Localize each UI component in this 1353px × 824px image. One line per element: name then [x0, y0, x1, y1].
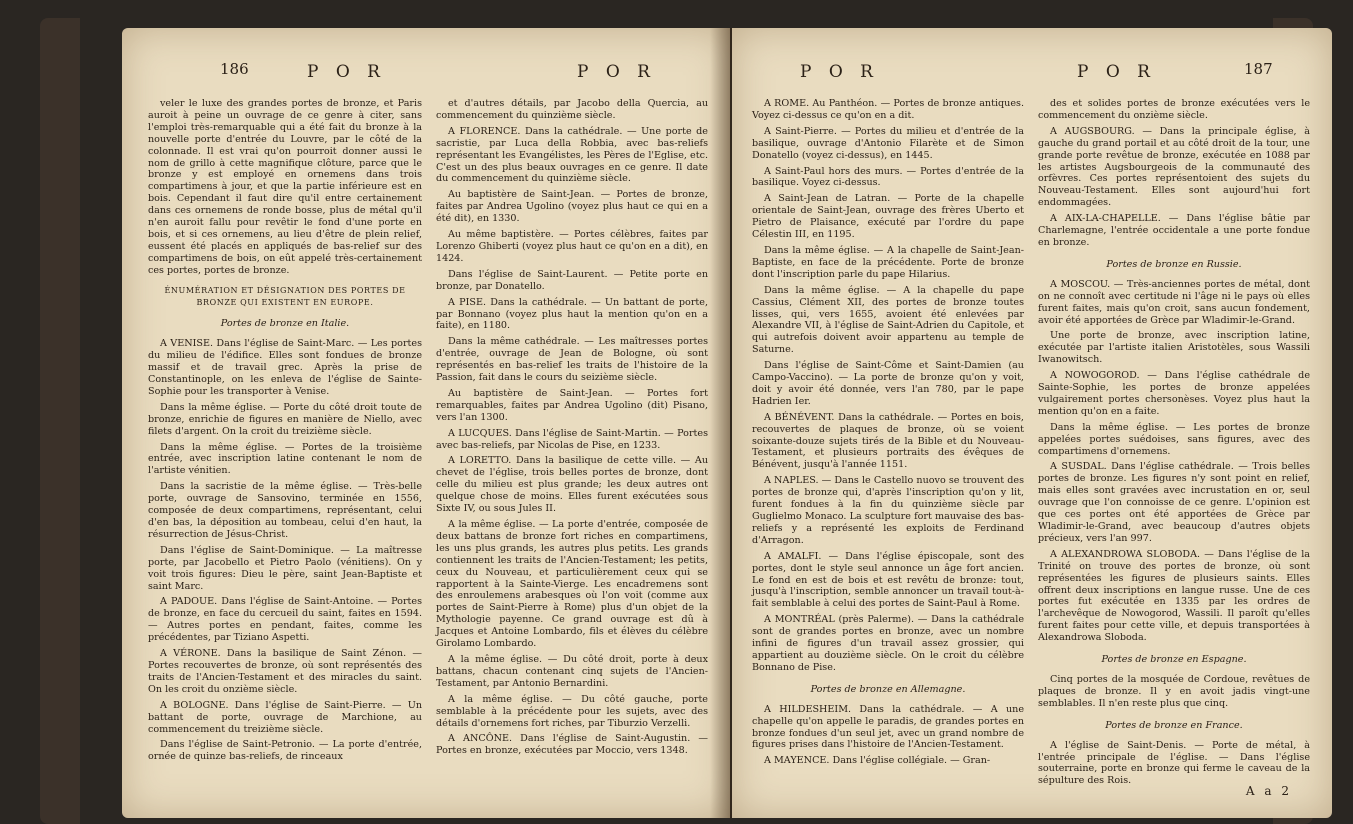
paragraph: A ROME. Au Panthéon. — Portes de bronze antiques. Voyez ci-dessus ce qu'on en a dit.: [752, 98, 1024, 121]
paragraph: A SUSDAL. Dans l'église cathédrale. — Trois belles portes de bronze. Les figures n'y sont point en relief, mais elles sont gravées avec incrustation en or, seul ouvrage que l'on connoisse de ce genre. L'opinion est que ces portes ont été apportées de Grèce par Wladimir-le-Grand, avec beaucoup d'autres objets précieux, vers l'an 997.: [1038, 461, 1310, 544]
paragraph: des et solides portes de bronze exécutées vers le commencement du onzième siècle.: [1038, 98, 1310, 121]
right-column-2: [1038, 98, 1310, 791]
running-head-left-2: P O R: [577, 62, 656, 82]
paragraph: Au même baptistère. — Portes célèbres, faites par Lorenzo Ghiberti (voyez plus haut ce qu'on en a dit), en 1424.: [436, 229, 708, 264]
paragraph: Dans l'église de Saint-Petronio. — La porte d'entrée, ornée de quinze bas-reliefs, de rinceaux: [148, 739, 422, 763]
paragraph: Dans l'église de Saint-Côme et Saint-Damien (au Campo-Vaccino). — La porte de bronze qu'on y voit, doit y avoir été donnée, vers l'an 780, par le pape Hadrien Ier.: [752, 360, 1024, 407]
paragraph: A NOWOGOROD. — Dans l'église cathédrale de Sainte-Sophie, les portes de bronze appelées vulgairement portes chersonèses. Voyez plus haut la mention qu'on en a faite.: [1038, 370, 1310, 417]
paragraph: Dans la même église. — Porte du côté droit toute de bronze, enrichie de figures en manière de Niello, avec filets d'argent. On la croit du treizième siècle.: [148, 401, 422, 437]
section-heading: ÉNUMÉRATION ET DÉSIGNATION DES PORTES DE BRONZE QUI EXISTENT EN EUROPE.: [164, 285, 406, 307]
running-head-right-1: P O R: [800, 62, 879, 82]
paragraph: Au baptistère de Saint-Jean. — Portes de bronze, faites par Andrea Ugolino (voyez plus haut ce qui en a été dit), en 1330.: [436, 189, 708, 225]
paragraph: A BÉNÉVENT. Dans la cathédrale. — Portes en bois, recouvertes de plaques de bronze, où se voient soixante-douze sujets tirés de la Bible et du Nouveau-Testament, et plusieurs portraits des évêques de Bénévent, jusqu'à l'année 1151.: [752, 411, 1024, 471]
section-heading: Portes de bronze en Allemagne.: [810, 683, 966, 695]
paragraph: A ANCÔNE. Dans l'église de Saint-Augustin. — Portes en bronze, exécutées par Moccio, vers 1348.: [436, 733, 708, 757]
left-column-1: [148, 98, 422, 767]
open-book: [60, 0, 1320, 824]
section-heading: Portes de bronze en France.: [1105, 719, 1243, 731]
paragraph: A PADOUE. Dans l'église de Saint-Antoine. — Portes de bronze, en face du cercueil du saint, faites en 1594. — Autres portes en pendant, faites, comme les précédentes, par Tiziano Aspetti.: [148, 596, 422, 644]
paragraph: A la même église. — La porte d'entrée, composée de deux battans de bronze fort riches en compartimens, les uns plus grands, les autres plus petits. Les grands contiennent les traits de l'Ancien-Testament; les petits, ceux du Nouveau, et particulièrement ceux qui se rapportent à la Sainte-Vierge. Les encadremens sont des enroulemens arabesques où l'on voit (comme aux portes de Saint-Pierre à Rome) plus d'un objet de la Mythologie payenne. Ce grand ouvrage est dû à Jacques et Antoine Lombardo, fils et élèves du célèbre Girolamo Lombardo.: [436, 519, 708, 650]
paragraph: A MAYENCE. Dans l'église collégiale. — Gran-: [764, 755, 991, 767]
paragraph: A la même église. — Du côté droit, porte à deux battans, chacun contenant cinq sujets de l'Ancien-Testament, par Antonio Bernardini.: [436, 653, 708, 689]
paragraph: A VÉRONE. Dans la basilique de Saint Zénon. — Portes recouvertes de bronze, où sont représentés des traits de l'Ancien-Testament et des miracles du saint. On les croit du onzième siècle.: [148, 648, 422, 695]
left-column-2: [436, 98, 708, 761]
paragraph: A ALEXANDROWA SLOBODA. — Dans l'église de la Trinité on trouve des portes de bronze, où sont représentées les figures de plusieurs saints. Elles offrent deux inscriptions en langue russe. Une de ces portes fut exécutée en 1335 par les ordres de l'archevêque de Nowogorod, Wassili. Il paroît qu'elles furent faites pour cette ville, et depuis transportées à Alexandrowa Sloboda.: [1038, 548, 1310, 644]
paragraph: A AMALFI. — Dans l'église épiscopale, sont des portes, dont le style seul annonce un âge fort ancien. Le fond en est de bois et est revêtu de bronze: tout, jusqu'à l'inscription, semble annoncer un travail tout-à-fait semblable à celui des portes de Saint-Paul à Rome.: [752, 550, 1024, 610]
paragraph: Cinq portes de la mosquée de Cordoue, revêtues de plaques de bronze. Il y en avoit jadis vingt-une semblables. Il n'en reste plus que cinq.: [1038, 673, 1310, 709]
paragraph: A AIX-LA-CHAPELLE. — Dans l'église bâtie par Charlemagne, l'entrée occidentale a une porte fondue en bronze.: [1038, 213, 1310, 248]
paragraph: A MONTRÉAL (près Palerme). — Dans la cathédrale sont de grandes portes en bronze, avec un nombre infini de figures d'un travail assez grossier, qui appartient au douzième siècle. On le croit du célèbre Bonnano de Pise.: [752, 614, 1024, 673]
paragraph: Dans l'église de Saint-Laurent. — Petite porte en bronze, par Donatello.: [436, 268, 708, 292]
page-number-left: 186: [220, 60, 249, 78]
paragraph: Dans la même église. — A la chapelle de Saint-Jean-Baptiste, en face de la précédente. Porte de bronze dont l'inscription parle du pape Hilarius.: [752, 244, 1024, 280]
paragraph: A NAPLES. — Dans le Castello nuovo se trouvent des portes de bronze qui, d'après l'inscription qu'on y lit, furent fondues à la fin du quinzième siècle par Guglielmo Monaco. La sculpture fort mauvaise des bas-reliefs y a représenté les exploits de Ferdinand d'Arragon.: [752, 475, 1024, 546]
paragraph: Une porte de bronze, avec inscription latine, exécutée par l'artiste italien Aristotèles, sous Wassili Iwanowitsch.: [1038, 330, 1310, 366]
paragraph: Dans la même église. — Portes de la troisième entrée, avec inscription latine contenant le nom de l'artiste vénitien.: [148, 441, 422, 477]
paragraph: A LORETTO. Dans la basilique de cette ville. — Au chevet de l'église, trois belles portes de bronze, dont celle du milieu est plus grande; les deux autres ont quelque chose de moins. Elles furent exécutées sous Sixte IV, ou sous Jules II.: [436, 455, 708, 515]
paragraph: et d'autres détails, par Jacobo della Quercia, au commencement du quinzième siècle.: [436, 98, 708, 121]
paragraph: A AUGSBOURG. — Dans la principale église, à gauche du grand portail et au côté droit de la tour, une grande porte revêtue de bronze, exécutée en 1088 par les artistes Augsbourgeois de la communauté des orfèvres. Ces portes représentoient des sujets du Nouveau-Testament. Elles sont aujourd'hui fort endommagées.: [1038, 125, 1310, 209]
paragraph: A MOSCOU. — Très-anciennes portes de métal, dont on ne connoît avec certitude ni l'âge ni le pays où elles furent faites, mais qu'on croit, sans aucun fondement, avoir été apportées de Grèce par Wladimir-le-Grand.: [1038, 278, 1310, 326]
paragraph: A PISE. Dans la cathédrale. — Un battant de porte, par Bonnano (voyez plus haut la mention qu'on en a faite), en 1180.: [436, 296, 708, 332]
section-heading: Portes de bronze en Espagne.: [1101, 654, 1247, 666]
paragraph: Dans la même église. — A la chapelle du pape Cassius, Clément XII, des portes de bronze toutes lisses, qui, vers 1655, avoient été enlevées par Alexandre VII, à l'église de Saint-Adrien du Capitole, et qui autrefois doivent avoir appartenu au temple de Saturne.: [752, 284, 1024, 356]
right-page: [732, 28, 1332, 818]
left-page: [122, 28, 730, 818]
paragraph: Dans la sacristie de la même église. — Très-belle porte, ouvrage de Sansovino, terminée en 1556, composée de deux compartimens, représentant, celui d'en bas, la déposition au tombeau, celui d'en haut, la résurrection de Jésus-Christ.: [148, 481, 422, 540]
paragraph: A FLORENCE. Dans la cathédrale. — Une porte de sacristie, par Luca della Robbia, avec bas-reliefs représentant les Evangélistes, les Pères de l'Eglise, etc. C'est un des plus beaux ouvrages en ce genre. Il date du commencement du quinzième siècle.: [436, 125, 708, 185]
paragraph: A BOLOGNE. Dans l'église de Saint-Pierre. — Un battant de porte, ouvrage de Marchione, au commencement du treizième siècle.: [148, 699, 422, 735]
paragraph: A HILDESHEIM. Dans la cathédrale. — A une chapelle qu'on appelle le paradis, de grandes portes en bronze fondues d'un seul jet, avec un grand nombre de figures prises dans l'histoire de l'Ancien-Testament.: [752, 703, 1024, 751]
running-head-left: P O R: [307, 62, 386, 82]
paragraph: A VENISE. Dans l'église de Saint-Marc. — Les portes du milieu de l'édifice. Elles sont fondues de bronze massif et de travail grec. Après la prise de Constantinople, on les enleva de l'église de Sainte-Sophie pour les transporter à Venise.: [148, 338, 422, 397]
paragraph: Dans l'église de Saint-Dominique. — La maîtresse porte, par Jacobello et Pietro Paolo (vénitiens). On y voit trois figures: Dieu le père, saint Jean-Baptiste et saint Marc.: [148, 544, 422, 592]
paragraph: A Saint-Jean de Latran. — Porte de la chapelle orientale de Saint-Jean, ouvrage des frères Uberto et Pietro de Plaisance, exécuté par l'ordre du pape Célestin III, en 1195.: [752, 193, 1024, 241]
running-head-right: P O R: [1077, 62, 1156, 82]
signature-mark: A a 2: [1245, 784, 1292, 798]
paragraph: Dans la même cathédrale. — Les maîtresses portes d'entrée, ouvrage de Jean de Bologne, où sont représentés en bas-relief les traits de l'histoire de la Passion, fait dans le cours du seizième siècle.: [436, 336, 708, 384]
paragraph: A LUCQUES. Dans l'église de Saint-Martin. — Portes avec bas-reliefs, par Nicolas de Pise, en 1233.: [436, 427, 708, 451]
paragraph: Dans la même église. — Les portes de bronze appelées portes suédoises, sans figures, avec des compartimens d'ornemens.: [1038, 421, 1310, 457]
paragraph: A Saint-Pierre. — Portes du milieu et d'entrée de la basilique, ouvrage d'Antonio Filarète et de Simon Donatello (voyez ci-dessus), en 1445.: [752, 125, 1024, 161]
section-heading: Portes de bronze en Italie.: [220, 318, 350, 330]
paragraph: A la même église. — Du côté gauche, porte semblable à la précédente pour les sujets, avec des détails d'ornemens fort riches, par Tiburzio Verzelli.: [436, 693, 708, 729]
paragraph: A Saint-Paul hors des murs. — Portes d'entrée de la basilique. Voyez ci-dessus.: [752, 165, 1024, 189]
paragraph: veler le luxe des grandes portes de bronze, et Paris auroit à peine un ouvrage de ce genre à citer, sans l'emploi très-remarquable qui a été fait du bronze à la nouvelle porte d'entrée du Louvre, par le côté de la colonnade. Il est vrai qu'on pourroit donner aussi le nom de grillo à cette magnifique clôture, parce que le bronze y est employé en ornemens dans trois compartimens à jour, et que la partie inférieure est en bois. Cependant il faut dire qu'il entre certainement dans ces ornemens de ronde bosse, plus de métal qu'il n'en auroit fallu pour revêtir le fond d'une porte en bois, et si ces ornemens, au lieu d'être de plein relief, eussent été placés en appliqués de bas-relief sur des compartimens de bois, on eût appelé très-certainement ces portes, portes de bronze.: [148, 98, 422, 276]
right-column-1: [752, 98, 1024, 771]
page-number-right: 187: [1244, 60, 1273, 78]
section-heading: Portes de bronze en Russie.: [1106, 258, 1242, 270]
paragraph: Au baptistère de Saint-Jean. — Portes fort remarquables, faites par Andrea Ugolino (dit) Pisano, vers l'an 1300.: [436, 387, 708, 423]
paragraph: A l'église de Saint-Denis. — Porte de métal, à l'entrée principale de l'église. — Dans l'église souterraine, porte en bronze qui ferme le caveau de la sépulture des Rois.: [1038, 739, 1310, 787]
